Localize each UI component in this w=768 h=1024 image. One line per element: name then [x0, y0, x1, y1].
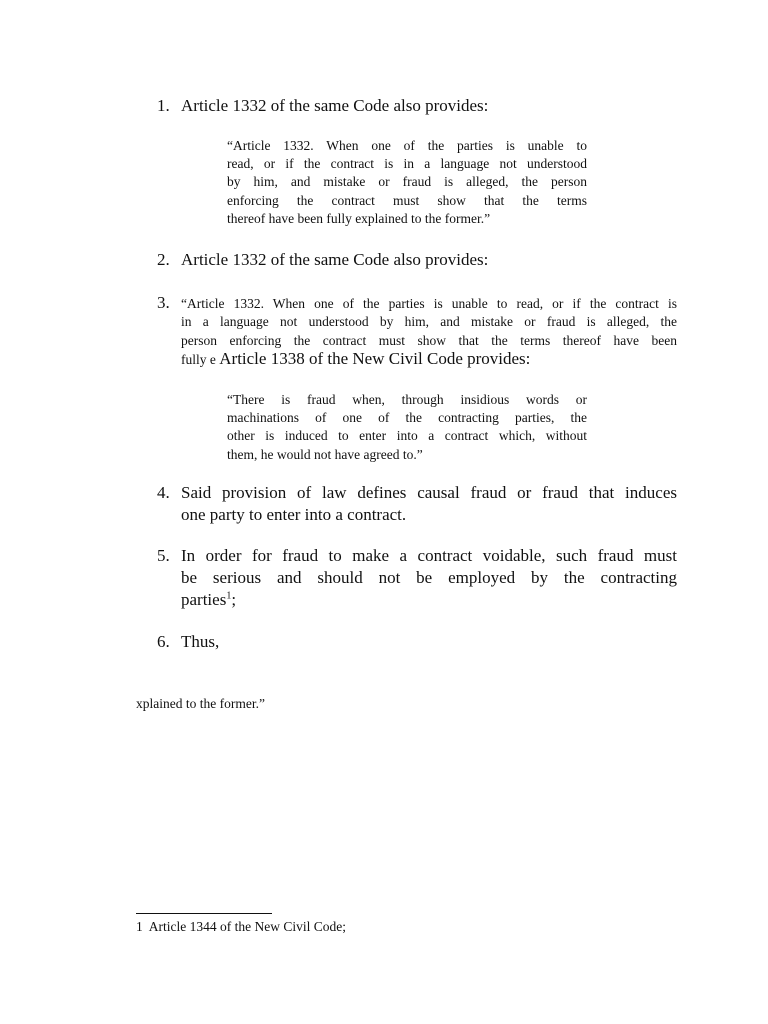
- item-5-punctuation: ;: [231, 590, 237, 609]
- item-3-quote: [181, 295, 677, 369]
- footnote-text: Article 1344 of the New Civil Code;: [148, 919, 346, 934]
- item-3-line-4: [181, 350, 677, 369]
- quote-1-line-1: “Article 1332. When one of the parties is unable to: [227, 138, 587, 153]
- block-quote-1: [227, 137, 587, 228]
- item-3-truncated-text: fully e: [181, 351, 216, 367]
- item-2-line: Article 1332 of the same Code also provides:: [181, 250, 489, 269]
- footnote-number: 1: [136, 919, 143, 934]
- quote-1-line-4: enforcing the contract must show that the terms: [227, 192, 587, 208]
- item-number-2: 2.: [157, 250, 170, 269]
- item-1-text: [181, 95, 677, 117]
- item-3-article-1338-text: Article 1338 of the New Civil Code provides:: [219, 348, 531, 368]
- item-3-line-1: “Article 1332. When one of the parties is unable to read, or if the contract is: [181, 296, 677, 311]
- item-number-1: 1.: [157, 96, 170, 115]
- footnote-separator: [136, 913, 272, 914]
- item-5-line-3-text: parties: [181, 590, 227, 609]
- item-number-6: 6.: [157, 632, 170, 651]
- item-3-line-2: in a language not understood by him, and mistake or fraud is alleged, the: [181, 314, 677, 330]
- quote-1-line-2: read, or if the contract is in a language not understood: [227, 156, 587, 172]
- quote-2-line-3: other is induced to enter into a contract which, without: [227, 428, 587, 444]
- item-5-line-2: be serious and should not be employed by the contracting: [181, 568, 677, 587]
- item-number-5: 5.: [157, 546, 170, 565]
- quote-1-line-5: thereof have been fully explained to the former.”: [227, 210, 491, 226]
- quote-2-line-4: them, he would not have agreed to.”: [227, 446, 423, 462]
- footnote-reference-1[interactable]: 1: [226, 590, 232, 602]
- quote-2-line-1: “There is fraud when, through insidious words or: [227, 392, 587, 407]
- item-6-text: [181, 631, 677, 653]
- item-2-text: [181, 249, 677, 271]
- item-number-3: 3.: [157, 293, 170, 312]
- item-5-text: [181, 545, 677, 611]
- item-6-line: Thus,: [181, 632, 220, 651]
- item-4-text: [181, 482, 677, 526]
- item-5-line-1: In order for fraud to make a contract voidable, such fraud must: [181, 546, 677, 565]
- item-5-line-3: [181, 589, 677, 611]
- quote-1-line-3: by him, and mistake or fraud is alleged, the person: [227, 174, 587, 190]
- item-4-line-2: one party to enter into a contract.: [181, 505, 407, 524]
- item-4-line-1: Said provision of law defines causal fraud or fraud that induces: [181, 483, 677, 502]
- block-quote-2: [227, 391, 587, 464]
- item-1-line: Article 1332 of the same Code also provides:: [181, 96, 489, 115]
- item-3-line-3: person enforcing the contract must show that the terms thereof have been: [181, 332, 677, 348]
- quote-2-line-2: machinations of one of the contracting parties, the: [227, 410, 587, 426]
- footnote-1: [136, 918, 346, 936]
- stray-text-fragment: xplained to the former.”: [136, 696, 265, 711]
- item-number-4: 4.: [157, 483, 170, 502]
